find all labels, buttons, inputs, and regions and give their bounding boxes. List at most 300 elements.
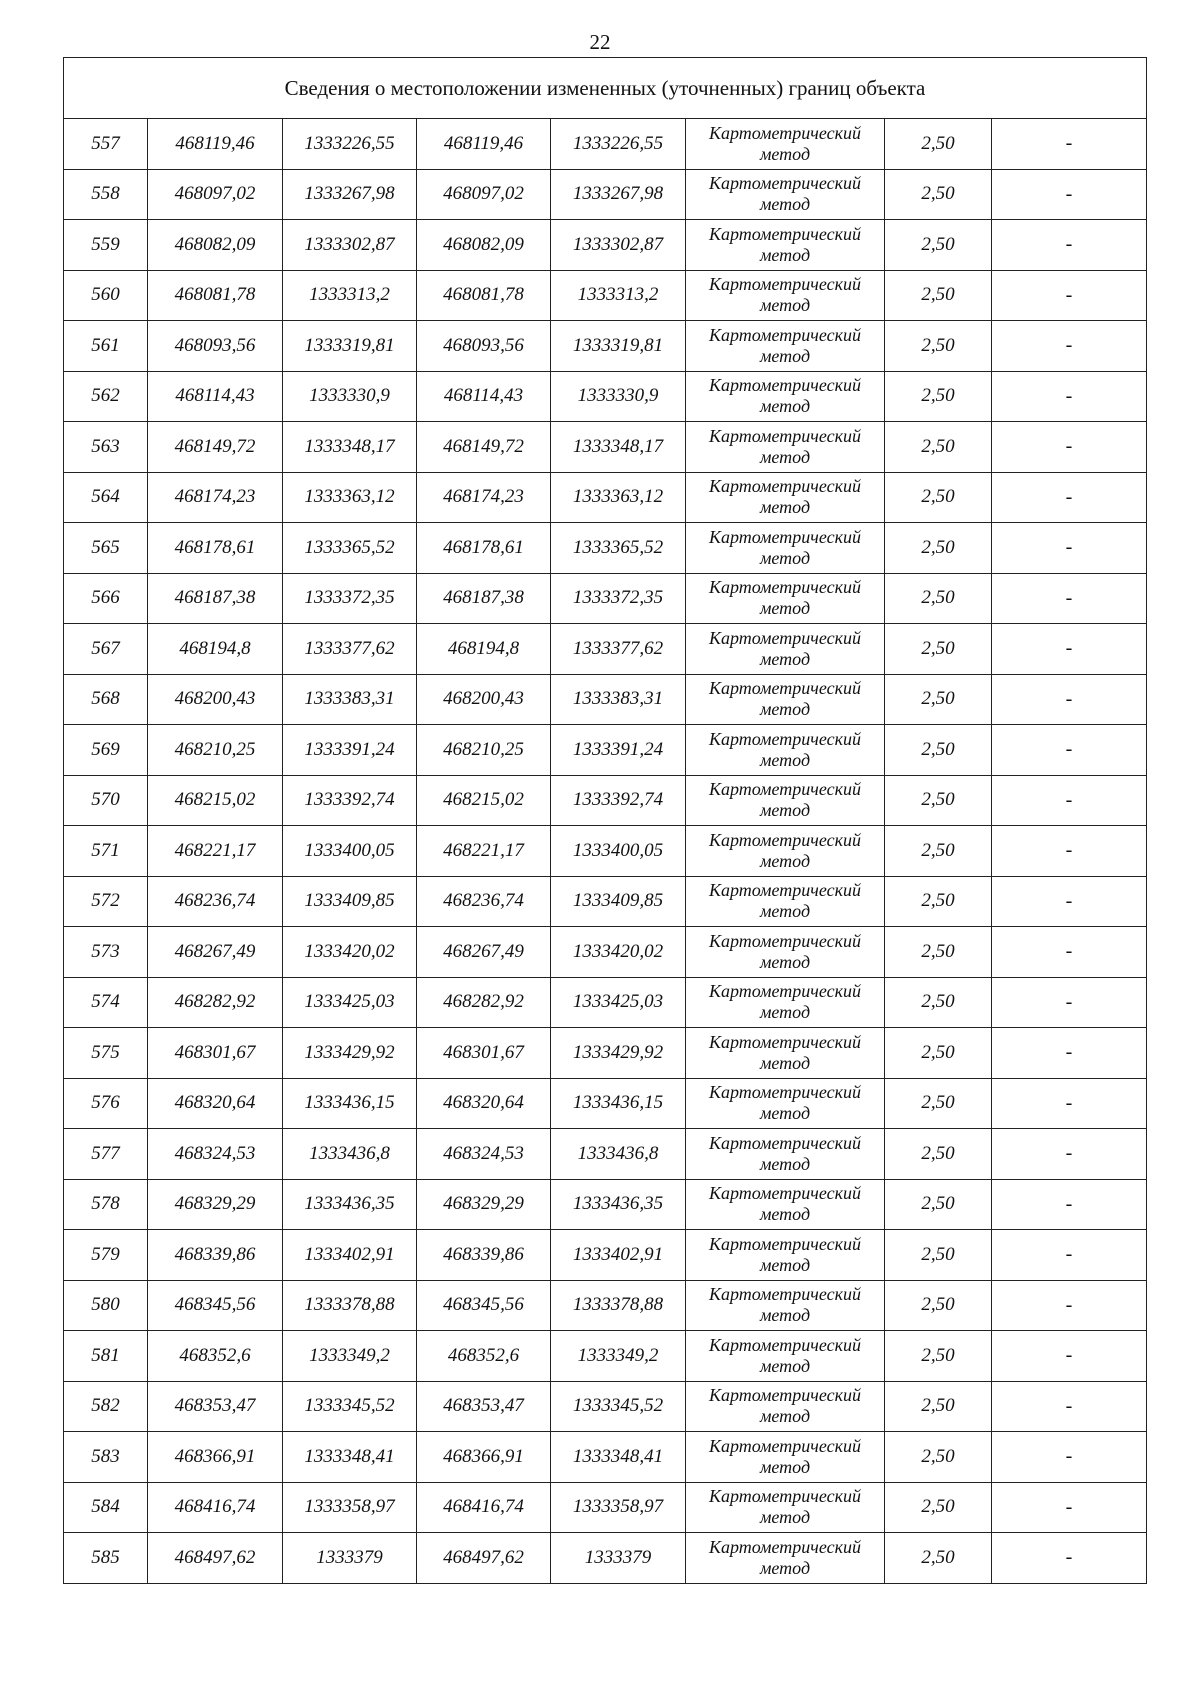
accuracy-cell: 2,50: [885, 1078, 992, 1129]
x-refined-cell: 468200,43: [417, 674, 551, 725]
page-number: 22: [589, 30, 611, 54]
method-line-1: Картометрический: [708, 223, 861, 244]
y-existing-cell: 1333400,05: [283, 826, 417, 877]
method-line-2: метод: [759, 598, 811, 619]
accuracy-cell: 2,50: [885, 876, 992, 927]
method-cell: [686, 1381, 885, 1432]
note-cell: -: [992, 1280, 1147, 1331]
point-number-cell: 577: [64, 1129, 148, 1180]
method-cell: [686, 371, 885, 422]
method-line-1: Картометрический: [708, 728, 861, 749]
accuracy-cell: 2,50: [885, 573, 992, 624]
x-existing-cell: 468416,74: [148, 1482, 283, 1533]
point-number-cell: 567: [64, 624, 148, 675]
point-number-cell: 568: [64, 674, 148, 725]
note-cell: -: [992, 523, 1147, 574]
x-refined-cell: 468352,6: [417, 1331, 551, 1382]
point-number-cell: 570: [64, 775, 148, 826]
method-line-2: метод: [759, 1204, 811, 1225]
method-cell: [686, 927, 885, 978]
table-row: [64, 674, 1147, 725]
table-row: [64, 826, 1147, 877]
point-number-cell: 571: [64, 826, 148, 877]
y-existing-cell: 1333425,03: [283, 977, 417, 1028]
y-existing-cell: 1333383,31: [283, 674, 417, 725]
method-line-1: Картометрический: [708, 1486, 861, 1507]
note-cell: -: [992, 1482, 1147, 1533]
y-existing-cell: 1333379: [283, 1533, 417, 1584]
x-refined-cell: 468497,62: [417, 1533, 551, 1584]
method-cell: [686, 1028, 885, 1079]
accuracy-cell: 2,50: [885, 1280, 992, 1331]
x-refined-cell: 468082,09: [417, 220, 551, 271]
y-existing-cell: 1333302,87: [283, 220, 417, 271]
point-number-cell: 581: [64, 1331, 148, 1382]
x-existing-cell: 468187,38: [148, 573, 283, 624]
point-number-cell: 563: [64, 422, 148, 473]
accuracy-cell: 2,50: [885, 1432, 992, 1483]
point-number-cell: 584: [64, 1482, 148, 1533]
method-line-1: Картометрический: [708, 1233, 861, 1254]
y-refined-cell: 1333402,91: [551, 1230, 686, 1281]
method-line-2: метод: [759, 1305, 811, 1326]
note-cell: -: [992, 1432, 1147, 1483]
method-line-2: метод: [759, 446, 811, 467]
note-cell: -: [992, 1381, 1147, 1432]
point-number-cell: 569: [64, 725, 148, 776]
method-cell: [686, 472, 885, 523]
note-cell: -: [992, 725, 1147, 776]
point-number-cell: 579: [64, 1230, 148, 1281]
table-row: [64, 573, 1147, 624]
x-refined-cell: 468416,74: [417, 1482, 551, 1533]
x-existing-cell: 468329,29: [148, 1179, 283, 1230]
y-existing-cell: 1333348,41: [283, 1432, 417, 1483]
method-line-2: метод: [759, 951, 811, 972]
method-cell: [686, 977, 885, 1028]
x-existing-cell: 468215,02: [148, 775, 283, 826]
method-line-1: Картометрический: [708, 526, 861, 547]
y-refined-cell: 1333379: [551, 1533, 686, 1584]
method-line-2: метод: [759, 1153, 811, 1174]
x-existing-cell: 468267,49: [148, 927, 283, 978]
method-line-1: Картометрический: [708, 981, 861, 1002]
y-refined-cell: 1333348,41: [551, 1432, 686, 1483]
method-cell: [686, 826, 885, 877]
x-existing-cell: 468221,17: [148, 826, 283, 877]
method-line-1: Картометрический: [708, 375, 861, 396]
table-row: [64, 169, 1147, 220]
x-refined-cell: 468210,25: [417, 725, 551, 776]
table-row: [64, 270, 1147, 321]
y-existing-cell: 1333402,91: [283, 1230, 417, 1281]
method-line-1: Картометрический: [708, 1082, 861, 1103]
y-refined-cell: 1333358,97: [551, 1482, 686, 1533]
accuracy-cell: 2,50: [885, 169, 992, 220]
x-refined-cell: 468301,67: [417, 1028, 551, 1079]
method-line-1: Картометрический: [708, 122, 861, 143]
y-refined-cell: 1333436,35: [551, 1179, 686, 1230]
accuracy-cell: 2,50: [885, 977, 992, 1028]
y-existing-cell: 1333377,62: [283, 624, 417, 675]
note-cell: -: [992, 1331, 1147, 1382]
boundary-coordinates-table: [63, 57, 1147, 1584]
method-line-2: метод: [759, 345, 811, 366]
note-cell: -: [992, 270, 1147, 321]
y-existing-cell: 1333420,02: [283, 927, 417, 978]
point-number-cell: 573: [64, 927, 148, 978]
table-row: [64, 371, 1147, 422]
method-line-1: Картометрический: [708, 274, 861, 295]
method-line-2: метод: [759, 1355, 811, 1376]
point-number-cell: 575: [64, 1028, 148, 1079]
x-existing-cell: 468353,47: [148, 1381, 283, 1432]
y-existing-cell: 1333392,74: [283, 775, 417, 826]
x-refined-cell: 468097,02: [417, 169, 551, 220]
point-number-cell: 583: [64, 1432, 148, 1483]
accuracy-cell: 2,50: [885, 1129, 992, 1180]
method-line-1: Картометрический: [708, 880, 861, 901]
table-row: [64, 624, 1147, 675]
note-cell: -: [992, 1179, 1147, 1230]
method-cell: [686, 119, 885, 170]
point-number-cell: 578: [64, 1179, 148, 1230]
method-line-1: Картометрический: [708, 627, 861, 648]
method-line-2: метод: [759, 1002, 811, 1023]
method-line-2: метод: [759, 901, 811, 922]
method-cell: [686, 220, 885, 271]
accuracy-cell: 2,50: [885, 220, 992, 271]
accuracy-cell: 2,50: [885, 1533, 992, 1584]
method-cell: [686, 1078, 885, 1129]
x-refined-cell: 468324,53: [417, 1129, 551, 1180]
note-cell: -: [992, 220, 1147, 271]
method-cell: [686, 1230, 885, 1281]
accuracy-cell: 2,50: [885, 321, 992, 372]
table-row: [64, 775, 1147, 826]
y-refined-cell: 1333378,88: [551, 1280, 686, 1331]
method-cell: [686, 1129, 885, 1180]
x-existing-cell: 468339,86: [148, 1230, 283, 1281]
table-row: [64, 977, 1147, 1028]
accuracy-cell: 2,50: [885, 1179, 992, 1230]
note-cell: -: [992, 422, 1147, 473]
y-refined-cell: 1333226,55: [551, 119, 686, 170]
method-cell: [686, 1432, 885, 1483]
method-line-1: Картометрический: [708, 930, 861, 951]
point-number-cell: 557: [64, 119, 148, 170]
method-line-1: Картометрический: [708, 1385, 861, 1406]
point-number-cell: 561: [64, 321, 148, 372]
method-line-1: Картометрический: [708, 324, 861, 345]
method-line-2: метод: [759, 1507, 811, 1528]
method-cell: [686, 1179, 885, 1230]
method-line-1: Картометрический: [708, 1334, 861, 1355]
y-refined-cell: 1333383,31: [551, 674, 686, 725]
x-refined-cell: 468174,23: [417, 472, 551, 523]
y-existing-cell: 1333267,98: [283, 169, 417, 220]
point-number-cell: 576: [64, 1078, 148, 1129]
y-existing-cell: 1333365,52: [283, 523, 417, 574]
accuracy-cell: 2,50: [885, 523, 992, 574]
note-cell: -: [992, 977, 1147, 1028]
note-cell: -: [992, 472, 1147, 523]
method-line-2: метод: [759, 749, 811, 770]
x-existing-cell: 468352,6: [148, 1331, 283, 1382]
y-refined-cell: 1333420,02: [551, 927, 686, 978]
y-refined-cell: 1333363,12: [551, 472, 686, 523]
note-cell: -: [992, 624, 1147, 675]
method-line-1: Картометрический: [708, 1536, 861, 1557]
x-existing-cell: 468210,25: [148, 725, 283, 776]
y-refined-cell: 1333391,24: [551, 725, 686, 776]
method-line-2: метод: [759, 497, 811, 518]
point-number-cell: 582: [64, 1381, 148, 1432]
x-existing-cell: 468097,02: [148, 169, 283, 220]
table-row: [64, 1280, 1147, 1331]
y-existing-cell: 1333409,85: [283, 876, 417, 927]
method-cell: [686, 624, 885, 675]
point-number-cell: 566: [64, 573, 148, 624]
y-refined-cell: 1333436,15: [551, 1078, 686, 1129]
method-cell: [686, 725, 885, 776]
y-existing-cell: 1333313,2: [283, 270, 417, 321]
y-existing-cell: 1333348,17: [283, 422, 417, 473]
y-existing-cell: 1333378,88: [283, 1280, 417, 1331]
method-cell: [686, 422, 885, 473]
accuracy-cell: 2,50: [885, 725, 992, 776]
table-row: [64, 1482, 1147, 1533]
method-line-1: Картометрический: [708, 476, 861, 497]
table-row: [64, 1129, 1147, 1180]
note-cell: -: [992, 674, 1147, 725]
note-cell: -: [992, 1129, 1147, 1180]
x-existing-cell: 468366,91: [148, 1432, 283, 1483]
method-line-2: метод: [759, 648, 811, 669]
method-line-2: метод: [759, 850, 811, 871]
y-refined-cell: 1333377,62: [551, 624, 686, 675]
table-row: [64, 927, 1147, 978]
table-row: [64, 1078, 1147, 1129]
note-cell: -: [992, 876, 1147, 927]
method-cell: [686, 1482, 885, 1533]
x-existing-cell: 468320,64: [148, 1078, 283, 1129]
table-row: [64, 1381, 1147, 1432]
table-row: [64, 1533, 1147, 1584]
point-number-cell: 564: [64, 472, 148, 523]
y-refined-cell: 1333348,17: [551, 422, 686, 473]
method-cell: [686, 775, 885, 826]
note-cell: -: [992, 371, 1147, 422]
accuracy-cell: 2,50: [885, 1028, 992, 1079]
x-refined-cell: 468081,78: [417, 270, 551, 321]
table-row: [64, 1230, 1147, 1281]
x-refined-cell: 468345,56: [417, 1280, 551, 1331]
x-existing-cell: 468236,74: [148, 876, 283, 927]
method-line-2: метод: [759, 1103, 811, 1124]
x-existing-cell: 468200,43: [148, 674, 283, 725]
y-refined-cell: 1333319,81: [551, 321, 686, 372]
accuracy-cell: 2,50: [885, 775, 992, 826]
point-number-cell: 565: [64, 523, 148, 574]
y-refined-cell: 1333267,98: [551, 169, 686, 220]
accuracy-cell: 2,50: [885, 422, 992, 473]
x-refined-cell: 468114,43: [417, 371, 551, 422]
y-refined-cell: 1333302,87: [551, 220, 686, 271]
accuracy-cell: 2,50: [885, 472, 992, 523]
y-refined-cell: 1333313,2: [551, 270, 686, 321]
x-refined-cell: 468366,91: [417, 1432, 551, 1483]
x-refined-cell: 468353,47: [417, 1381, 551, 1432]
y-refined-cell: 1333330,9: [551, 371, 686, 422]
x-refined-cell: 468282,92: [417, 977, 551, 1028]
method-cell: [686, 674, 885, 725]
method-cell: [686, 321, 885, 372]
table-row: [64, 472, 1147, 523]
method-cell: [686, 573, 885, 624]
y-refined-cell: 1333349,2: [551, 1331, 686, 1382]
table-row: [64, 422, 1147, 473]
x-existing-cell: 468081,78: [148, 270, 283, 321]
x-existing-cell: 468324,53: [148, 1129, 283, 1180]
point-number-cell: 559: [64, 220, 148, 271]
note-cell: -: [992, 321, 1147, 372]
method-line-1: Картометрический: [708, 173, 861, 194]
note-cell: -: [992, 573, 1147, 624]
x-existing-cell: 468178,61: [148, 523, 283, 574]
method-line-1: Картометрический: [708, 829, 861, 850]
x-existing-cell: 468497,62: [148, 1533, 283, 1584]
y-existing-cell: 1333345,52: [283, 1381, 417, 1432]
method-cell: [686, 876, 885, 927]
method-line-1: Картометрический: [708, 1435, 861, 1456]
y-refined-cell: 1333345,52: [551, 1381, 686, 1432]
point-number-cell: 562: [64, 371, 148, 422]
table-title: Сведения о местоположении измененных (уточненных) границ объекта: [64, 58, 1147, 119]
accuracy-cell: 2,50: [885, 1331, 992, 1382]
note-cell: -: [992, 1230, 1147, 1281]
table-row: [64, 119, 1147, 170]
note-cell: -: [992, 1078, 1147, 1129]
y-refined-cell: 1333429,92: [551, 1028, 686, 1079]
method-line-2: метод: [759, 295, 811, 316]
note-cell: -: [992, 775, 1147, 826]
accuracy-cell: 2,50: [885, 270, 992, 321]
x-refined-cell: 468187,38: [417, 573, 551, 624]
x-existing-cell: 468082,09: [148, 220, 283, 271]
note-cell: -: [992, 1028, 1147, 1079]
point-number-cell: 560: [64, 270, 148, 321]
x-existing-cell: 468301,67: [148, 1028, 283, 1079]
x-refined-cell: 468215,02: [417, 775, 551, 826]
method-line-1: Картометрический: [708, 678, 861, 699]
method-line-2: метод: [759, 1254, 811, 1275]
y-refined-cell: 1333409,85: [551, 876, 686, 927]
method-line-2: метод: [759, 194, 811, 215]
y-refined-cell: 1333392,74: [551, 775, 686, 826]
method-cell: [686, 1533, 885, 1584]
method-line-2: метод: [759, 699, 811, 720]
table-row: [64, 321, 1147, 372]
x-refined-cell: 468329,29: [417, 1179, 551, 1230]
method-cell: [686, 169, 885, 220]
table-row: [64, 725, 1147, 776]
method-line-1: Картометрический: [708, 425, 861, 446]
x-refined-cell: 468149,72: [417, 422, 551, 473]
accuracy-cell: 2,50: [885, 1381, 992, 1432]
y-existing-cell: 1333436,15: [283, 1078, 417, 1129]
x-refined-cell: 468320,64: [417, 1078, 551, 1129]
method-cell: [686, 1280, 885, 1331]
note-cell: -: [992, 1533, 1147, 1584]
y-existing-cell: 1333319,81: [283, 321, 417, 372]
note-cell: -: [992, 826, 1147, 877]
y-refined-cell: 1333365,52: [551, 523, 686, 574]
accuracy-cell: 2,50: [885, 927, 992, 978]
table-row: [64, 1179, 1147, 1230]
x-existing-cell: 468194,8: [148, 624, 283, 675]
method-line-2: метод: [759, 396, 811, 417]
y-existing-cell: 1333358,97: [283, 1482, 417, 1533]
y-existing-cell: 1333330,9: [283, 371, 417, 422]
y-existing-cell: 1333391,24: [283, 725, 417, 776]
y-existing-cell: 1333349,2: [283, 1331, 417, 1382]
method-line-1: Картометрический: [708, 1183, 861, 1204]
accuracy-cell: 2,50: [885, 674, 992, 725]
table-row: [64, 876, 1147, 927]
x-refined-cell: 468178,61: [417, 523, 551, 574]
x-existing-cell: 468119,46: [148, 119, 283, 170]
x-refined-cell: 468093,56: [417, 321, 551, 372]
method-line-1: Картометрический: [708, 1132, 861, 1153]
y-existing-cell: 1333436,8: [283, 1129, 417, 1180]
method-line-1: Картометрический: [708, 1284, 861, 1305]
y-refined-cell: 1333372,35: [551, 573, 686, 624]
x-refined-cell: 468221,17: [417, 826, 551, 877]
method-line-2: метод: [759, 1406, 811, 1427]
method-line-2: метод: [759, 1557, 811, 1578]
accuracy-cell: 2,50: [885, 1482, 992, 1533]
y-existing-cell: 1333372,35: [283, 573, 417, 624]
x-refined-cell: 468119,46: [417, 119, 551, 170]
x-refined-cell: 468194,8: [417, 624, 551, 675]
table-row: [64, 1432, 1147, 1483]
method-line-2: метод: [759, 1456, 811, 1477]
x-refined-cell: 468267,49: [417, 927, 551, 978]
method-line-2: метод: [759, 244, 811, 265]
note-cell: -: [992, 119, 1147, 170]
table-title-row: [64, 58, 1147, 119]
method-line-2: метод: [759, 800, 811, 821]
y-refined-cell: 1333400,05: [551, 826, 686, 877]
method-line-1: Картометрический: [708, 779, 861, 800]
point-number-cell: 580: [64, 1280, 148, 1331]
accuracy-cell: 2,50: [885, 1230, 992, 1281]
method-line-1: Картометрический: [708, 1031, 861, 1052]
y-existing-cell: 1333429,92: [283, 1028, 417, 1079]
x-existing-cell: 468149,72: [148, 422, 283, 473]
table-row: [64, 1028, 1147, 1079]
x-refined-cell: 468236,74: [417, 876, 551, 927]
y-refined-cell: 1333425,03: [551, 977, 686, 1028]
x-existing-cell: 468114,43: [148, 371, 283, 422]
accuracy-cell: 2,50: [885, 624, 992, 675]
x-existing-cell: 468345,56: [148, 1280, 283, 1331]
method-line-2: метод: [759, 547, 811, 568]
y-existing-cell: 1333226,55: [283, 119, 417, 170]
method-cell: [686, 523, 885, 574]
method-cell: [686, 1331, 885, 1382]
